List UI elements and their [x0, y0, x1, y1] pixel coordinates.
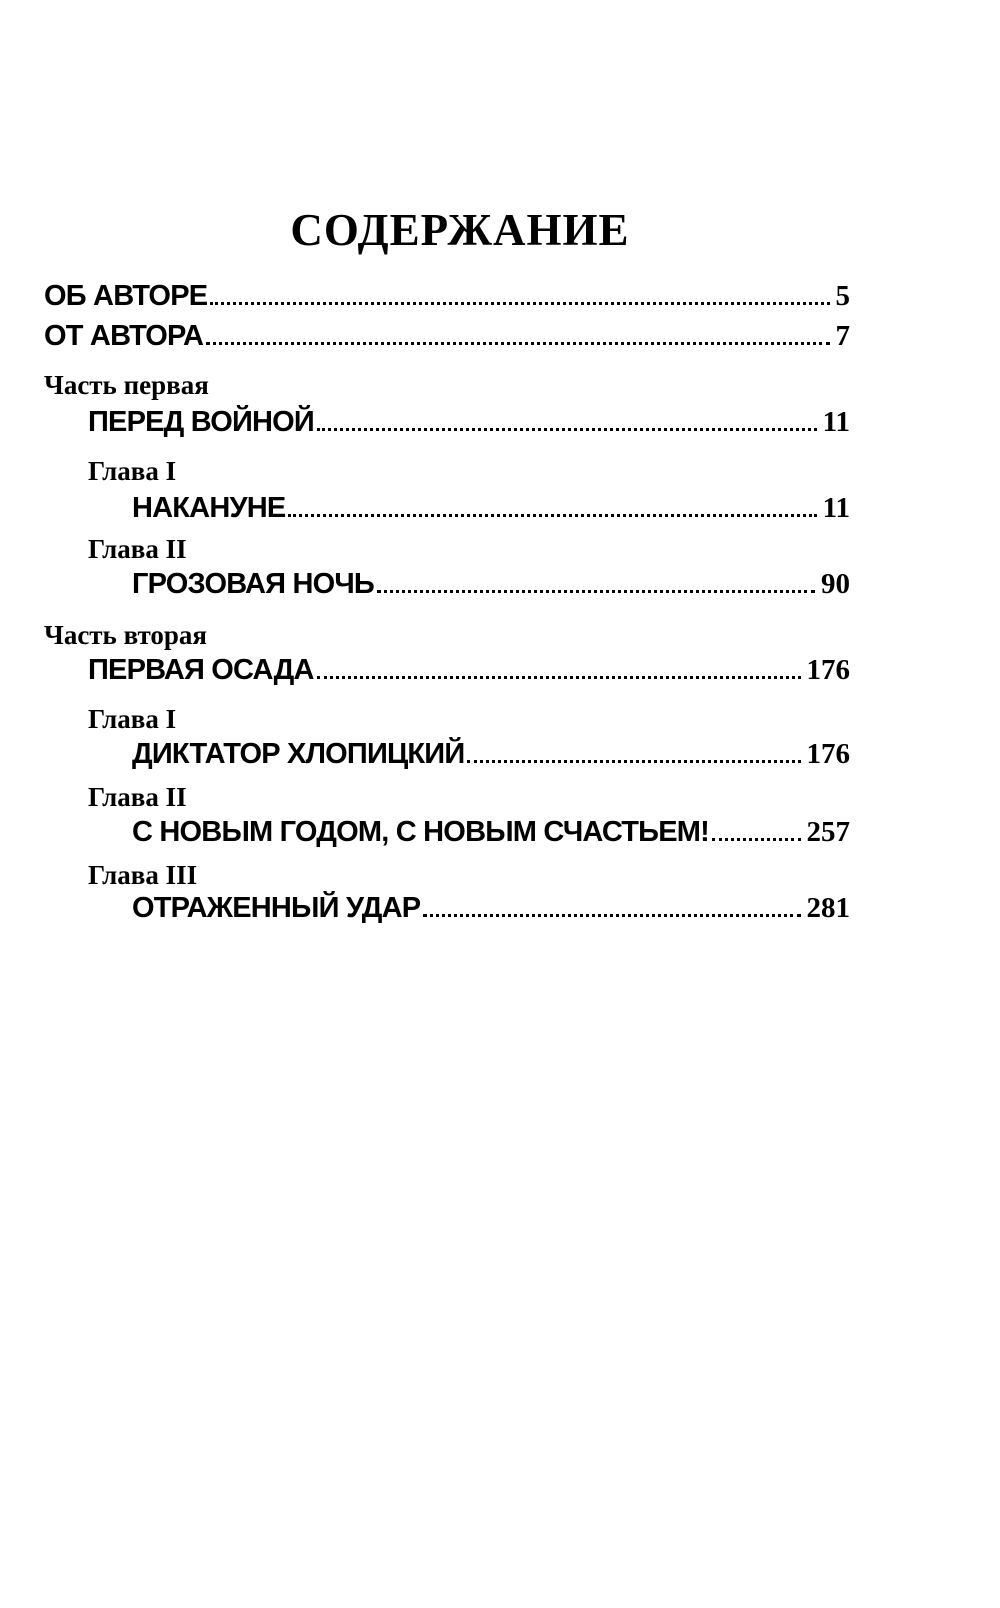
toc-entry-label: С НОВЫМ ГОДОМ, С НОВЫМ СЧАСТЬЕМ!	[132, 816, 709, 848]
toc-entry-part-1[interactable]	[88, 406, 850, 439]
toc-entry-page-number: 5	[835, 280, 850, 312]
page-title: СОДЕРЖАНИЕ	[290, 205, 630, 255]
toc-entry-page-number: 176	[806, 654, 850, 686]
dot-leader	[317, 428, 817, 431]
toc-entry-about-author[interactable]	[44, 280, 850, 313]
toc-entry-page-number: 257	[806, 816, 850, 848]
toc-entry-label: ОБ АВТОРЕ	[44, 280, 208, 312]
toc-entry-from-author[interactable]	[44, 320, 850, 353]
dot-leader	[467, 760, 800, 763]
toc-entry-label: НАКАНУНЕ	[132, 492, 286, 524]
toc-entry-page-number: 11	[822, 406, 850, 438]
chapter-heading: Глава II	[88, 534, 187, 564]
toc-entry-label: ОТ АВТОРА	[44, 320, 204, 352]
part-heading: Часть первая	[44, 370, 209, 400]
toc-entry-label: ОТРАЖЕННЫЙ УДАР	[132, 892, 421, 924]
dot-leader	[377, 590, 815, 593]
dot-leader	[423, 914, 800, 917]
chapter-heading: Глава I	[88, 704, 177, 734]
toc-entry-chapter[interactable]	[132, 892, 850, 925]
toc-entry-chapter[interactable]	[132, 492, 850, 525]
toc-entry-label: ПЕРВАЯ ОСАДА	[88, 654, 314, 686]
toc-entry-part-2[interactable]	[88, 654, 850, 687]
toc-entry-page-number: 7	[835, 320, 850, 352]
part-heading: Часть вторая	[44, 620, 208, 650]
dot-leader	[712, 838, 801, 841]
toc-entry-page-number: 11	[822, 492, 850, 524]
chapter-heading: Глава II	[88, 782, 187, 812]
chapter-heading: Глава I	[88, 456, 177, 486]
toc-entry-label: ПЕРЕД ВОЙНОЙ	[88, 406, 314, 438]
toc-entry-page-number: 90	[821, 568, 850, 600]
toc-entry-chapter[interactable]	[132, 738, 850, 771]
toc-entry-page-number: 281	[806, 892, 850, 924]
toc-entry-label: ГРОЗОВАЯ НОЧЬ	[132, 568, 374, 600]
dot-leader	[317, 676, 801, 679]
dot-leader	[206, 342, 829, 345]
toc-entry-chapter[interactable]	[132, 568, 850, 601]
toc-entry-page-number: 176	[806, 738, 850, 770]
dot-leader	[288, 514, 816, 517]
toc-entry-label: ДИКТАТОР ХЛОПИЦКИЙ	[132, 738, 465, 770]
dot-leader	[210, 302, 829, 305]
chapter-heading: Глава III	[88, 860, 198, 890]
toc-entry-chapter[interactable]	[132, 816, 850, 849]
